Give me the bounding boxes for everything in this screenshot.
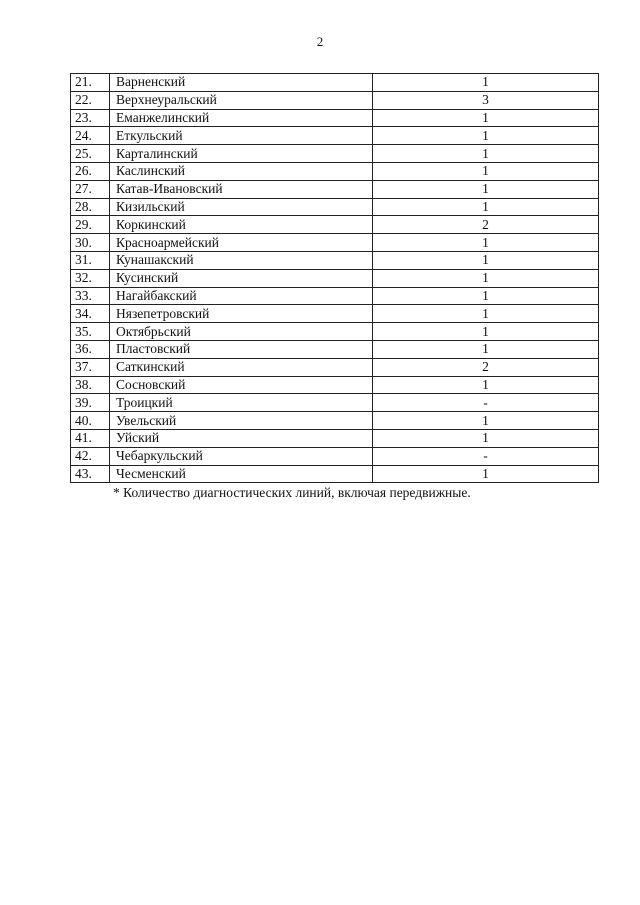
line-count: 3: [373, 91, 599, 109]
district-name: Троицкий: [110, 394, 373, 412]
line-count: -: [373, 447, 599, 465]
row-number: 27.: [71, 180, 110, 198]
district-name: Еткульский: [110, 127, 373, 145]
line-count: 1: [373, 340, 599, 358]
row-number: 35.: [71, 323, 110, 341]
district-name: Нагайбакский: [110, 287, 373, 305]
line-count: 1: [373, 198, 599, 216]
line-count: 1: [373, 145, 599, 163]
line-count: 1: [373, 269, 599, 287]
line-count: 1: [373, 234, 599, 252]
line-count: 1: [373, 162, 599, 180]
table-row: [71, 216, 599, 234]
district-name: Карталинский: [110, 145, 373, 163]
district-name: Кусинский: [110, 269, 373, 287]
table-row: [71, 323, 599, 341]
table-row: [71, 127, 599, 145]
district-name: Октябрьский: [110, 323, 373, 341]
district-name: Кунашакский: [110, 251, 373, 269]
table-row: [71, 287, 599, 305]
line-count: 1: [373, 109, 599, 127]
row-number: 34.: [71, 305, 110, 323]
line-count: 1: [373, 287, 599, 305]
line-count: 1: [373, 251, 599, 269]
table-row: [71, 465, 599, 483]
row-number: 26.: [71, 162, 110, 180]
row-number: 31.: [71, 251, 110, 269]
district-name: Увельский: [110, 412, 373, 430]
row-number: 42.: [71, 447, 110, 465]
district-name: Уйский: [110, 429, 373, 447]
district-name: Саткинский: [110, 358, 373, 376]
table-row: [71, 429, 599, 447]
table-row: [71, 394, 599, 412]
line-count: 1: [373, 376, 599, 394]
line-count: 2: [373, 216, 599, 234]
row-number: 41.: [71, 429, 110, 447]
table-row: [71, 269, 599, 287]
district-name: Коркинский: [110, 216, 373, 234]
line-count: 1: [373, 127, 599, 145]
district-name: Кизильский: [110, 198, 373, 216]
row-number: 30.: [71, 234, 110, 252]
row-number: 37.: [71, 358, 110, 376]
line-count: 1: [373, 429, 599, 447]
table-row: [71, 251, 599, 269]
line-count: 1: [373, 305, 599, 323]
district-name: Пластовский: [110, 340, 373, 358]
row-number: 43.: [71, 465, 110, 483]
table-row: [71, 91, 599, 109]
row-number: 39.: [71, 394, 110, 412]
row-number: 33.: [71, 287, 110, 305]
row-number: 24.: [71, 127, 110, 145]
district-name: Красноармейский: [110, 234, 373, 252]
district-name: Варненский: [110, 74, 373, 92]
table-row: [71, 162, 599, 180]
table-row: [71, 74, 599, 92]
table-row: [71, 234, 599, 252]
line-count: 1: [373, 412, 599, 430]
line-count: 1: [373, 180, 599, 198]
table-row: [71, 180, 599, 198]
line-count: 1: [373, 74, 599, 92]
district-name: Катав-Ивановский: [110, 180, 373, 198]
row-number: 23.: [71, 109, 110, 127]
line-count: 1: [373, 323, 599, 341]
district-name: Чесменский: [110, 465, 373, 483]
district-name: Чебаркульский: [110, 447, 373, 465]
line-count: -: [373, 394, 599, 412]
table-body: [71, 74, 599, 483]
row-number: 32.: [71, 269, 110, 287]
row-number: 21.: [71, 74, 110, 92]
district-table: [70, 73, 599, 483]
table-row: [71, 358, 599, 376]
row-number: 25.: [71, 145, 110, 163]
row-number: 29.: [71, 216, 110, 234]
table-row: [71, 109, 599, 127]
table-row: [71, 340, 599, 358]
row-number: 40.: [71, 412, 110, 430]
table-row: [71, 198, 599, 216]
district-name: Верхнеуральский: [110, 91, 373, 109]
row-number: 38.: [71, 376, 110, 394]
footnote: * Количество диагностических линий, включая передвижные.: [113, 485, 471, 500]
table-row: [71, 145, 599, 163]
row-number: 22.: [71, 91, 110, 109]
district-name: Нязепетровский: [110, 305, 373, 323]
table-row: [71, 305, 599, 323]
district-name: Каслинский: [110, 162, 373, 180]
row-number: 28.: [71, 198, 110, 216]
page-number: 2: [316, 34, 324, 49]
table-row: [71, 447, 599, 465]
table-row: [71, 412, 599, 430]
row-number: 36.: [71, 340, 110, 358]
district-name: Сосновский: [110, 376, 373, 394]
line-count: 1: [373, 465, 599, 483]
line-count: 2: [373, 358, 599, 376]
district-name: Еманжелинский: [110, 109, 373, 127]
table-row: [71, 376, 599, 394]
